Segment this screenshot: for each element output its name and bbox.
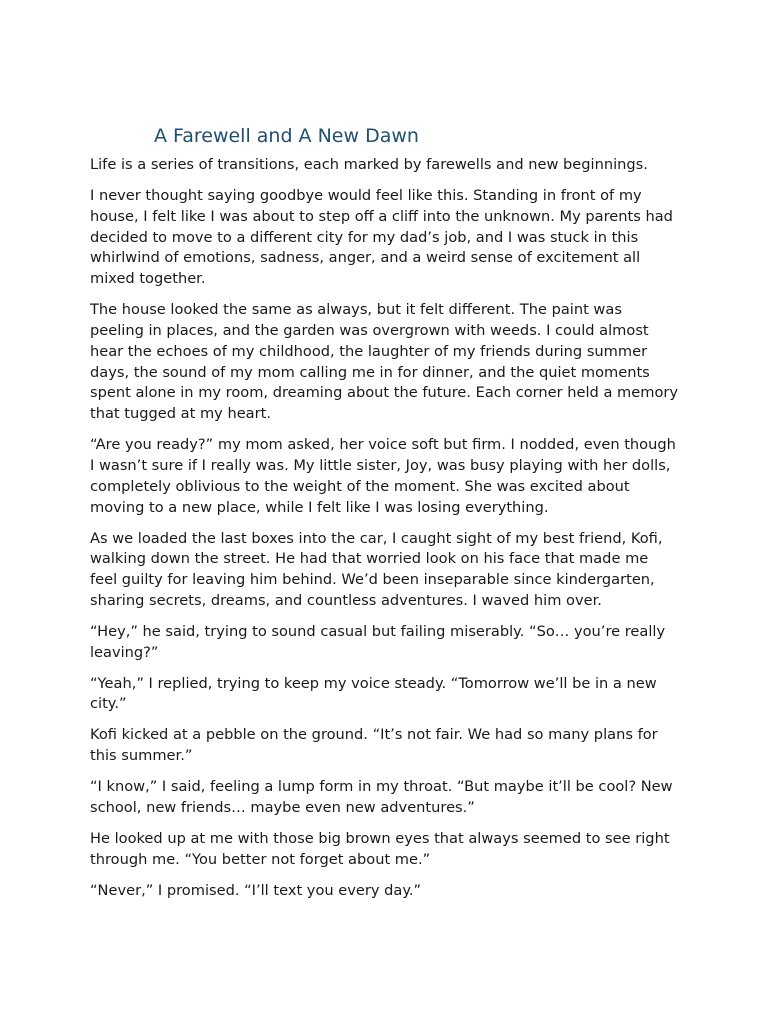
paragraph: The house looked the same as always, but it felt different. The paint was peeling in places, and the garden was overgrown with weeds. I could almost hear the echoes of my childhood, the laughter of my friends during summer days, the sound of my mom calling me in for dinner, and the quiet moments spent alone in my room, dreaming about the future. Each corner held a memory that tugged at my heart. (90, 301, 679, 423)
paragraph: “Are you ready?” my mom asked, her voice soft but firm. I nodded, even though I wasn’t sure if I really was. My little sister, Joy, was busy playing with her dolls, completely oblivious to the weight of the moment. She was excited about moving to a new place, while I felt like I was losing everything. (90, 436, 676, 516)
paragraph: As we loaded the last boxes into the car, I caught sight of my best friend, Kofi, walking down the street. He had that worried look on his face that made me feel guilty for leaving him behind. We’d been inseparable since kindergarten, sharing secrets, dreams, and countless adventures. I waved him over. (90, 529, 663, 609)
paragraph: Life is a series of transitions, each marked by farewells and new beginnings. (90, 156, 648, 173)
paragraph: I never thought saying goodbye would feel like this. Standing in front of my house, I felt like I was about to step off a cliff into the unknown. My parents had decided to move to a different city for my dad’s job, and I was stuck in this whirlwind of emotions, sadness, anger, and a weird sense of excitement all mixed together. (90, 186, 673, 288)
paragraph: “Hey,” he said, trying to sound casual but failing miserably. “So… you’re really leaving?” (90, 622, 666, 661)
paragraph: Kofi kicked at a pebble on the ground. “It’s not fair. We had so many plans for this summer.” (90, 726, 658, 765)
paragraph: He looked up at me with those big brown eyes that always seemed to see right through me. “You better not forget about me.” (90, 830, 670, 868)
paragraph: “Never,” I promised. “I’ll text you every day.” (90, 881, 422, 899)
paragraph: “Yeah,” I replied, trying to keep my voice steady. “Tomorrow we’ll be in a new city.” (90, 674, 657, 713)
document-body (90, 155, 680, 912)
document-title: A Farewell and A New Dawn (154, 125, 419, 147)
paragraph: “I know,” I said, feeling a lump form in my throat. “But maybe it’ll be cool? New school, new friends… maybe even new adventures.” (90, 778, 673, 817)
